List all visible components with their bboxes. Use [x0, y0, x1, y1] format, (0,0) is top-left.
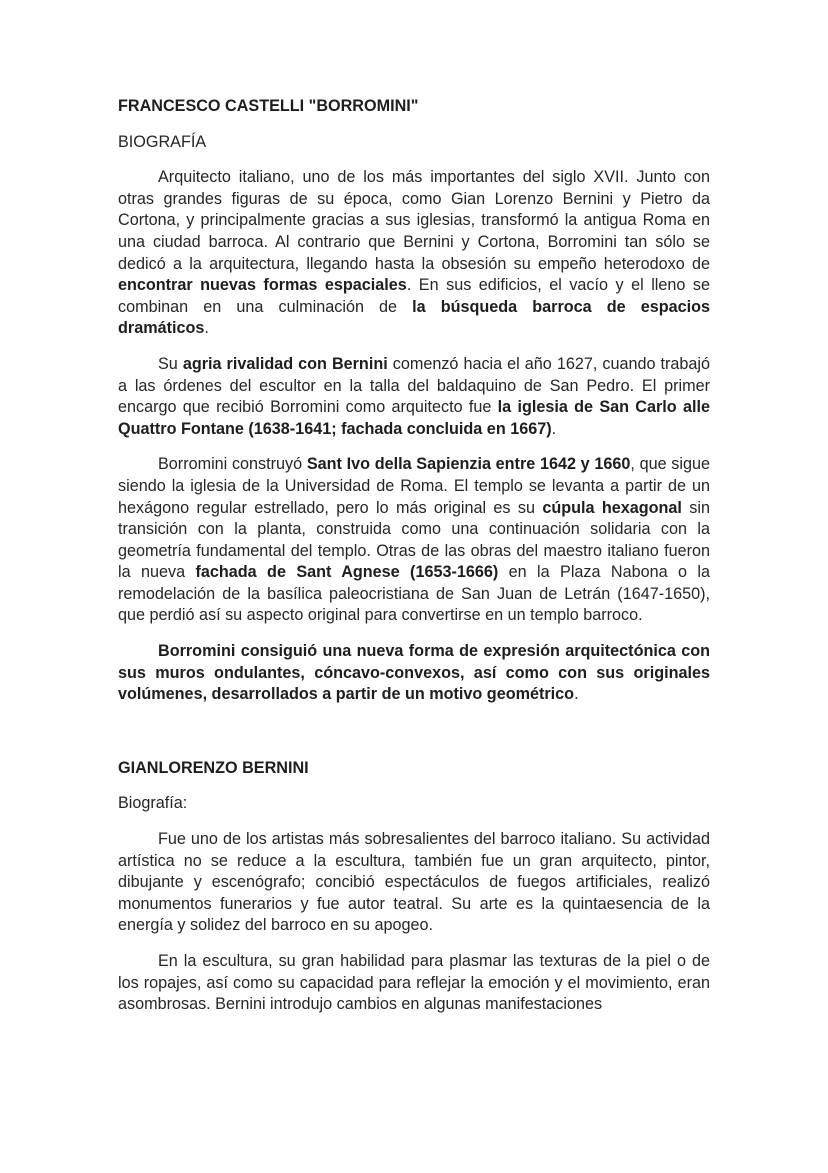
text: Arquitecto italiano, uno de los más importantes del siglo XVII. Junto con otras grandes figuras de su época, como Gian Lorenzo Bernini y Pietro da Cortona, y principalmente gracias a sus iglesias, transformó la antigua Roma en una ciudad barroca. Al contrario que Bernini y Cortona, Borromini tan sólo se dedicó a la arquitectura, llegando hasta la obsesión su empeño heterodoxo de — [118, 168, 710, 273]
text: . — [551, 419, 557, 438]
paragraph — [118, 354, 710, 440]
text: . — [204, 319, 209, 338]
section-subtitle: BIOGRAFÍA — [118, 132, 207, 151]
paragraph — [118, 167, 710, 340]
section-title: FRANCESCO CASTELLI "BORROMINI" — [118, 97, 419, 115]
text: , que sigue siendo la iglesia de la Universidad de Roma. El templo se levanta a partir de un hexágono regular estrellado, pero lo más original es su — [118, 455, 710, 517]
bold-text: agria rivalidad con Bernini — [182, 354, 388, 373]
bold-text: la iglesia de San Carlo alle Quattro Fontane (1638-1641; fachada concluida en 1667) — [118, 398, 710, 438]
bold-text: la búsqueda barroca de espacios dramáticos — [118, 297, 711, 338]
text: sin transición con la planta, construida como una continuación solidaria con la geometría fundamental del templo. Otras de las obras del maestro italiano fueron la nueva — [118, 498, 710, 582]
paragraph — [118, 641, 710, 706]
bold-text: Sant Ivo della Sapienzia entre 1642 y 1660 — [306, 455, 631, 474]
text: Fue uno de los artistas más sobresalientes del barroco italiano. Su actividad artística no se reduce a la escultura, también fue un gran arquitecto, pintor, dibujante y escenógrafo; concibió espectáculos de fuegos artificiales, realizó monumentos funerarios y fue autor teatral. Su arte es la quintaesencia de la energía y solidez del barroco en su apogeo. — [118, 830, 710, 935]
section-bernini — [118, 758, 710, 1016]
bold-text: cúpula hexagonal — [542, 498, 682, 517]
text: . En sus edificios, el vacío y el lleno se combinan en una culminación de — [118, 276, 710, 316]
text: Borromini construyó — [158, 455, 307, 474]
paragraph — [118, 951, 710, 1016]
bold-text: encontrar nuevas formas espaciales — [118, 276, 407, 295]
text: En la escultura, su gran habilidad para plasmar las texturas de la piel o de los ropajes, así como su capacidad para reflejar la emoción y el movimiento, eran asombrosas. Bernini introdujo cambios en algunas manifestaciones — [118, 952, 710, 1014]
bold-text: Borromini consiguió una nueva forma de expresión arquitectónica con sus muros ondulantes, cóncavo-convexos, así como con sus originales volúmenes, desarrollados a partir de un motivo geométrico — [118, 642, 710, 704]
paragraph — [118, 829, 710, 937]
paragraph — [118, 454, 710, 627]
text: Su — [158, 354, 183, 373]
text: . — [574, 685, 579, 704]
section-spacer — [118, 720, 710, 758]
text: en la Plaza Nabona o la remodelación de la basílica paleocristiana de San Juan de Letrán (1647-1650), que perdió así su aspecto original para convertirse en un templo barroco. — [118, 563, 711, 625]
section-borromini — [118, 96, 710, 706]
section-subtitle: Biografía: — [118, 794, 188, 813]
text: comenzó hacia el año 1627, cuando trabajó a las órdenes del escultor en la talla del baldaquino de San Pedro. El primer encargo que recibió Borromini como arquitecto fue — [118, 354, 710, 417]
bold-text: fachada de Sant Agnese (1653-1666) — [195, 563, 499, 582]
document-body — [118, 96, 710, 1030]
section-title: GIANLORENZO BERNINI — [118, 758, 309, 777]
